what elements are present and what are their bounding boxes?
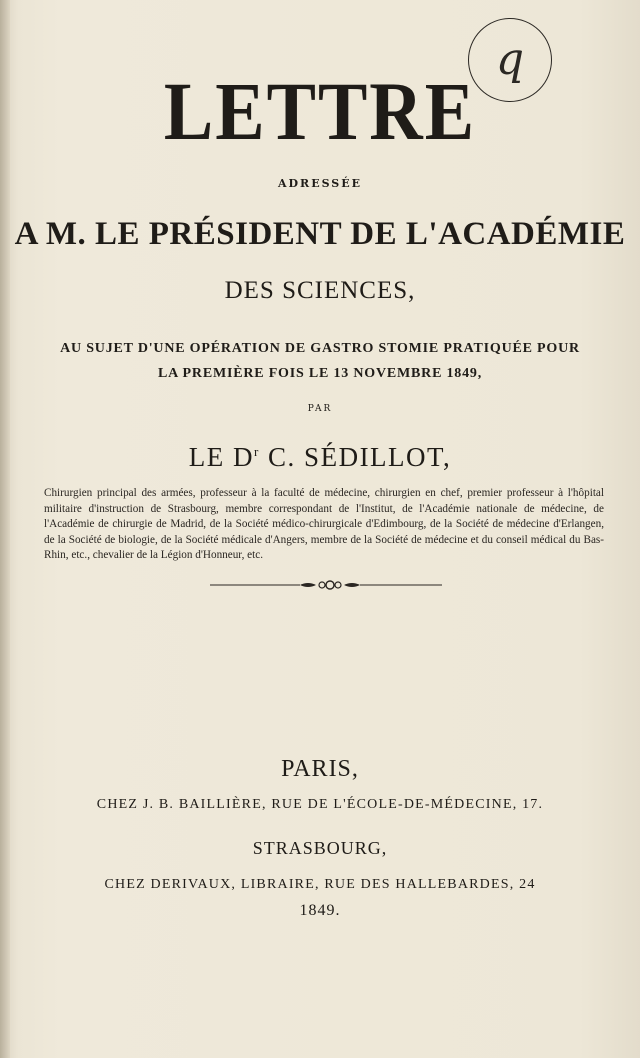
recipient-heading: A M. LE PRÉSIDENT DE L'ACADÉMIE xyxy=(14,216,626,252)
author-surname: C. SÉDILLOT, xyxy=(259,442,452,472)
by-label: PAR xyxy=(307,404,333,414)
publisher-strasbourg: CHEZ DERIVAUX, LIBRAIRE, RUE DES HALLEBARDES, 24 xyxy=(104,877,536,892)
author-name xyxy=(0,442,640,473)
decorative-rule-ornament xyxy=(210,578,442,592)
subject-line-1: AU SUJET D'UNE OPÉRATION DE GASTRO STOMIE PRATIQUÉE POUR xyxy=(60,341,580,356)
author-title-sup: r xyxy=(253,444,260,459)
city-paris: PARIS, xyxy=(281,756,359,782)
subject-line-2: LA PREMIÈRE FOIS LE 13 NOVEMBRE 1849, xyxy=(157,366,483,381)
library-stamp: q xyxy=(468,18,552,102)
author-prefix: LE D xyxy=(188,442,254,472)
author-biography: Chirurgien principal des armées, professeur à la faculté de médecine, chirurgien en chef, premier professeur à l'hôpital militaire d'instruction de Strasbourg, membre correspondant de l'Institut, de l'Académie nationale de médecine, de l'Académie de chirurgie de Madrid, de la Société médico-chirurgicale d'Edimbourg, de la Société de médecine d'Erlangen, de la Société de biologie, de la Société médicale d'Angers, membre de la Société de médecine et du conseil médical du Bas-Rhin, etc., chevalier de la Légion d'Honneur, etc. xyxy=(44,487,604,561)
recipient-heading-line2: DES SCIENCES, xyxy=(224,277,416,304)
publisher-paris: CHEZ J. B. BAILLIÈRE, RUE DE L'ÉCOLE-DE-MÉDECINE, 17. xyxy=(96,797,544,812)
publication-year: 1849. xyxy=(299,902,341,919)
city-strasbourg: STRASBOURG, xyxy=(252,838,388,858)
document-title: LETTRE xyxy=(163,66,477,158)
adressee-label: ADRESSÉE xyxy=(277,177,362,190)
